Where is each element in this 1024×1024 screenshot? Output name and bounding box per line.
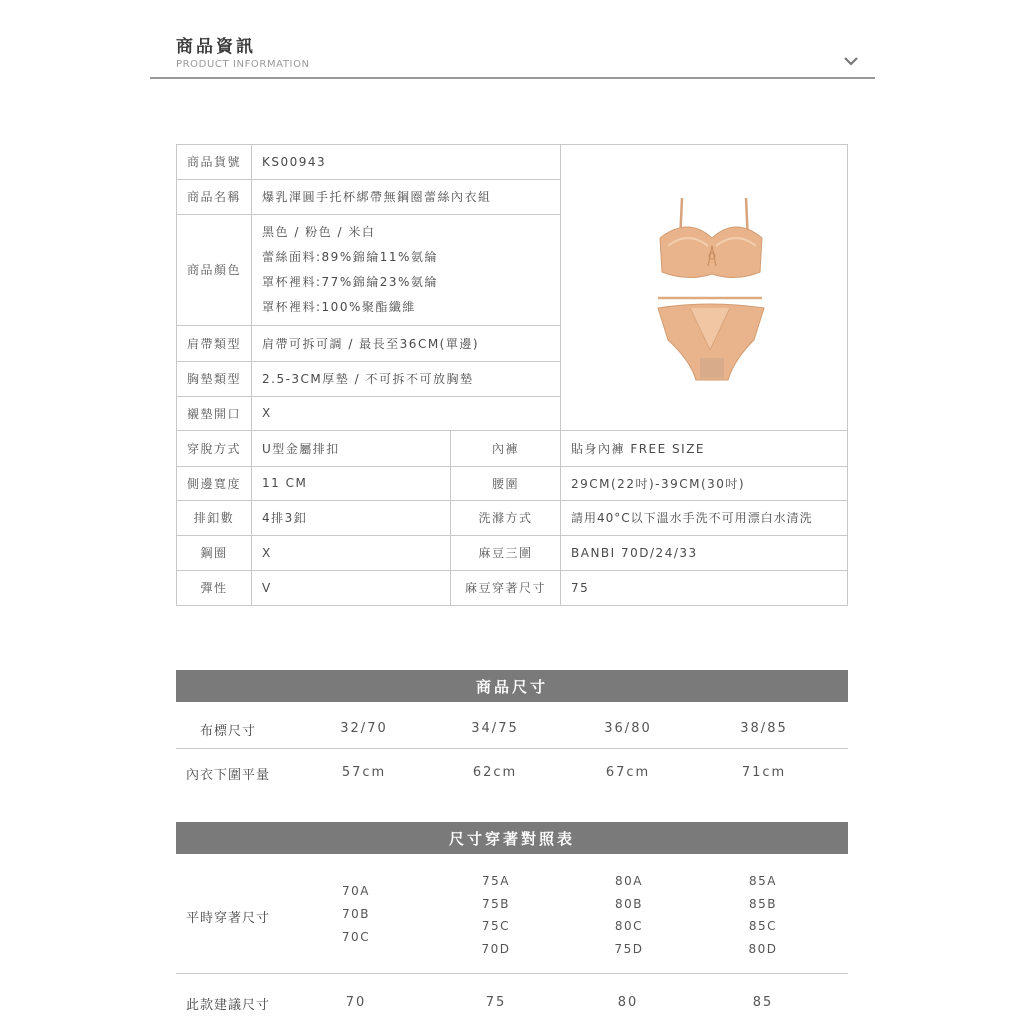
label-wire: 鋼圈	[200, 546, 228, 560]
measure-cell: 62cm	[472, 765, 518, 780]
size-table-title: 商品尺寸	[176, 670, 848, 702]
value-pad-opening: X	[262, 406, 272, 420]
fit-cell: 75A	[482, 874, 510, 888]
label-model-size: 麻豆穿著尺寸	[464, 581, 546, 595]
fit-table-title: 尺寸穿著對照表	[176, 822, 848, 854]
measure-cell: 57cm	[341, 765, 387, 780]
fit-cell: 75D	[614, 941, 644, 956]
value-wash: 請用40°C以下溫水手洗不可用漂白水清洗	[571, 511, 813, 525]
value-model-size: 75	[571, 580, 590, 595]
suggest-cell: 70	[345, 995, 367, 1010]
suggest-cell: 85	[752, 995, 774, 1010]
fit-column	[481, 870, 510, 960]
label-waist: 腰圍	[491, 476, 519, 491]
size-cell: 34/75	[471, 721, 519, 736]
fit-column	[748, 870, 777, 960]
fit-cell: 80D	[748, 941, 778, 956]
fit-column	[614, 870, 643, 960]
color-line: 蕾絲面料:89%錦綸11%氨綸	[262, 249, 438, 264]
divider	[176, 748, 848, 749]
fit-cell: 85B	[748, 896, 778, 911]
measure-row-label: 內衣下圍平量	[186, 768, 271, 783]
value-model: BANBI 70D/24/33	[571, 545, 698, 560]
fit-cell: 80C	[614, 919, 644, 933]
fit-cell: 80A	[615, 874, 643, 888]
value-strap: 肩帶可拆可調 / 最長至36CM(單邊)	[262, 336, 480, 351]
fit-cell: 70C	[341, 930, 371, 944]
label-panty: 內褲	[491, 441, 519, 456]
product-image	[650, 190, 770, 390]
label-pad: 胸墊類型	[186, 372, 241, 386]
measure-cell: 67cm	[605, 765, 651, 780]
size-cell: 32/70	[340, 721, 388, 736]
value-wear: U型金屬排扣	[262, 441, 340, 456]
label-color: 商品顏色	[186, 263, 241, 277]
value-name: 爆乳渾圓手托杯綁帶無鋼圈蕾絲內衣組	[262, 190, 492, 204]
fit-cell: 70B	[341, 907, 370, 921]
label-wash: 洗滌方式	[478, 511, 533, 525]
fit-cell: 85C	[748, 919, 778, 933]
label-pad-opening: 襯墊開口	[186, 406, 241, 421]
fit-cell: 75C	[481, 919, 511, 933]
chevron-down-icon[interactable]	[843, 54, 859, 68]
label-elastic: 彈性	[200, 581, 228, 595]
label-name: 商品名稱	[186, 190, 241, 204]
value-side: 11 CM	[262, 476, 308, 490]
measure-cell: 71cm	[741, 765, 787, 780]
label-model: 麻豆三圍	[478, 546, 533, 560]
label-sku: 商品貨號	[186, 155, 241, 169]
value-pad: 2.5-3CM厚墊 / 不可拆不可放胸墊	[262, 372, 474, 386]
label-wear: 穿脫方式	[186, 441, 241, 456]
value-hooks: 4排3釦	[262, 511, 308, 525]
fit-cell: 70A	[342, 884, 370, 898]
divider	[176, 973, 848, 974]
header-divider	[150, 77, 875, 79]
section-title: 商品資訊	[176, 37, 256, 57]
size-cell: 36/80	[604, 721, 652, 736]
color-line: 罩杯裡料:77%錦綸23%氨綸	[262, 274, 438, 289]
fit-cell: 85A	[749, 874, 777, 888]
suggest-row-label: 此款建議尺寸	[186, 998, 271, 1013]
color-line: 黑色 / 粉色 / 米白	[262, 224, 376, 239]
fit-row-label: 平時穿著尺寸	[186, 911, 271, 926]
fit-cell: 80B	[614, 896, 644, 911]
value-panty: 貼身內褲 FREE SIZE	[571, 441, 705, 456]
value-waist: 29CM(22吋)-39CM(30吋)	[571, 476, 746, 491]
value-color-list	[252, 214, 560, 325]
size-row-label: 布標尺寸	[200, 724, 257, 739]
value-elastic: V	[262, 580, 272, 595]
color-line: 罩杯裡料:100%聚酯纖維	[262, 299, 416, 314]
value-wire: X	[262, 545, 272, 560]
label-side: 側邊寬度	[186, 476, 241, 491]
section-subtitle: PRODUCT INFORMATION	[176, 59, 310, 70]
label-hooks: 排釦數	[193, 511, 235, 525]
label-strap: 肩帶類型	[186, 336, 241, 351]
fit-column	[342, 880, 370, 949]
size-cell: 38/85	[740, 721, 788, 736]
fit-cell: 75B	[481, 896, 511, 911]
value-sku: KS00943	[262, 154, 327, 169]
suggest-cell: 75	[485, 995, 507, 1010]
suggest-cell: 80	[617, 995, 639, 1010]
fit-cell: 70D	[481, 941, 511, 956]
